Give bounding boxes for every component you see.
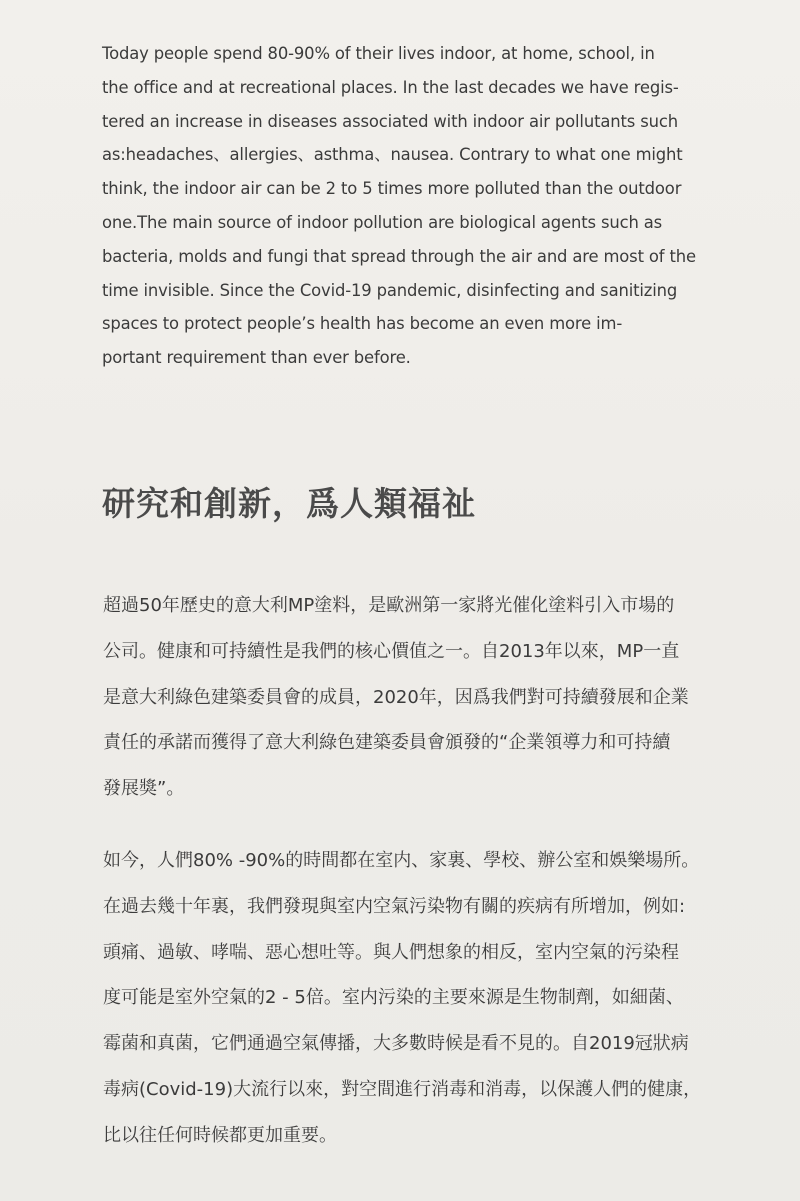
- text-line: spaces to protect people’s health has become an even more im-: [102, 314, 623, 334]
- text-line: 責任的承諾而獲得了意大利綠色建築委員會頒發的“企業領導力和可持續: [103, 732, 671, 754]
- text-line: portant requirement than ever before.: [102, 348, 411, 368]
- text-line: 頭痛、過敏、哮喘、惡心想吐等。與人們想象的相反，室内空氣的污染程: [103, 941, 679, 963]
- text-line: 超過50年歷史的意大利MP塗料，是歐洲第一家將光催化塗料引入市場的: [103, 595, 675, 616]
- text-line: 毒病(Covid-19)大流行以來，對空間進行消毒和消毒，以保護人們的健康，: [103, 1078, 702, 1100]
- text-line: 公司。健康和可持續性是我們的核心價值之一。自2013年以來，MP一直: [103, 640, 680, 662]
- text-line: one.The main source of indoor pollution are biological agents such as: [102, 212, 663, 232]
- text-line: 度可能是室外空氣的2 - 5倍。室内污染的主要來源是生物制劑，如細菌、: [103, 987, 684, 1009]
- chinese-paragraph-company: [103, 583, 723, 812]
- text-line: bacteria, molds and fungi that spread through the air and are most of the: [102, 246, 696, 266]
- text-line: 如今，人們80% -90%的時間都在室内、家裏、學校、辦公室和娛樂場所。: [103, 850, 700, 871]
- text-line: Today people spend 80-90% of their lives indoor, at home, school, in: [102, 44, 655, 63]
- section-heading: 研究和創新，爲人類福祉: [102, 484, 476, 523]
- text-line: think, the indoor air can be 2 to 5 times more polluted than the outdoor: [102, 179, 682, 199]
- chinese-paragraph-indoor-air: [103, 838, 723, 1159]
- text-line: time invisible. Since the Covid-19 pandemic, disinfecting and sanitizing: [102, 280, 678, 300]
- text-line: the office and at recreational places. In the last decades we have regis-: [102, 77, 679, 97]
- text-line: 比以往任何時候都更加重要。: [103, 1124, 337, 1146]
- text-line: 是意大利綠色建築委員會的成員，2020年，因爲我們對可持續發展和企業: [103, 686, 689, 708]
- text-line: 霉菌和真菌，它們通過空氣傳播，大多數時候是看不見的。自2019冠狀病: [103, 1033, 689, 1055]
- text-line: 發展獎”。: [103, 778, 185, 800]
- text-line: 在過去幾十年裏，我們發現與室内空氣污染物有關的疾病有所增加，例如:: [103, 895, 686, 917]
- text-line: tered an increase in diseases associated with indoor air pollutants such: [102, 111, 678, 131]
- text-line: as:headaches、allergies、asthma、nausea. Contrary to what one might: [102, 145, 683, 165]
- english-paragraph: [102, 37, 714, 375]
